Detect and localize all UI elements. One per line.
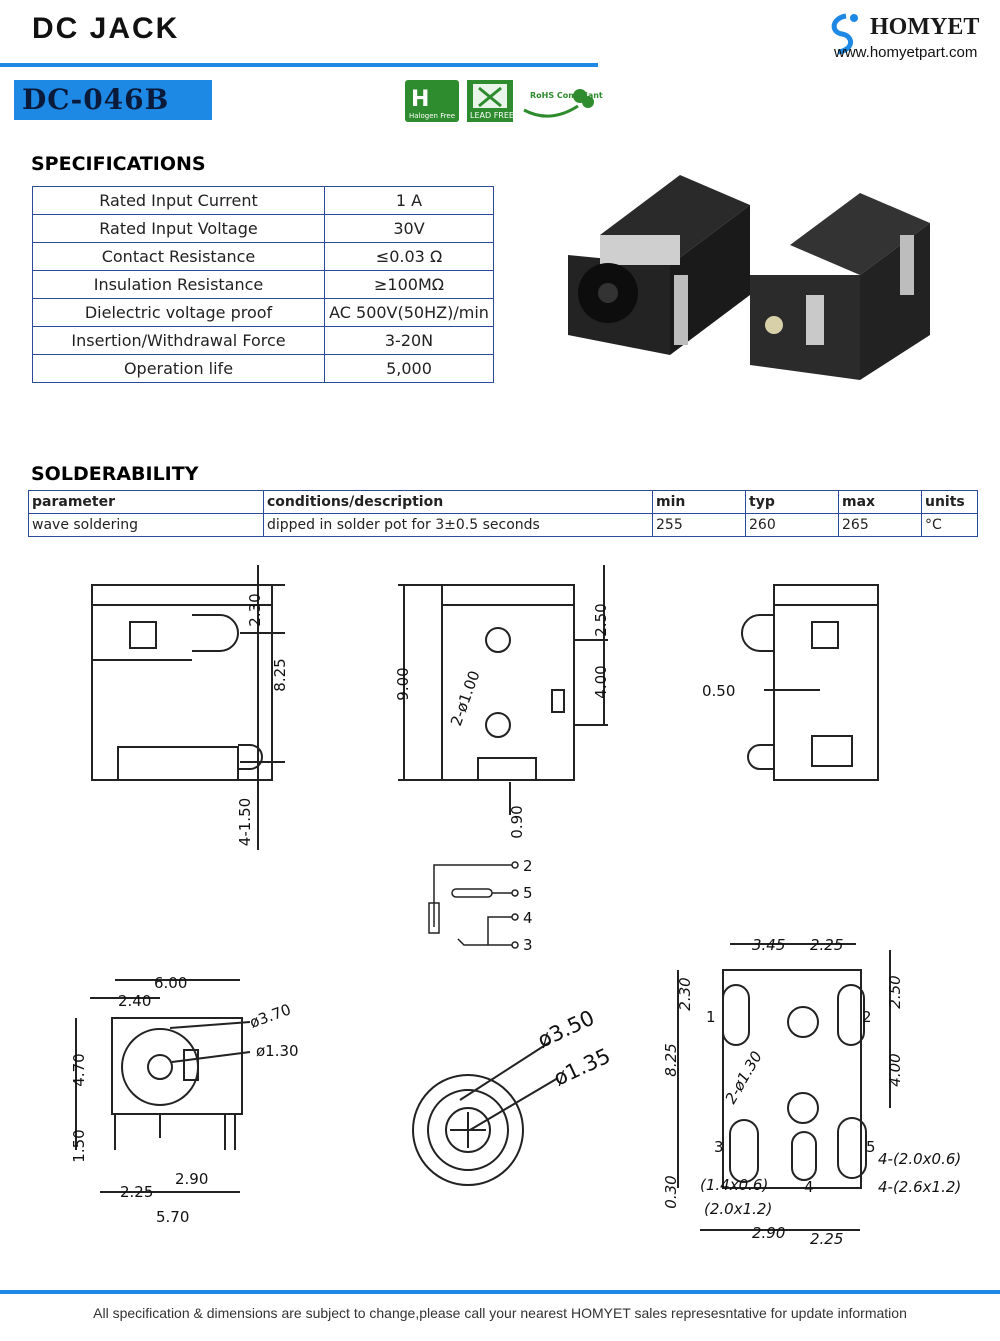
front-view-drawing xyxy=(390,560,620,850)
svg-text:ø1.30: ø1.30 xyxy=(256,1042,299,1060)
spec-value: ≥100MΩ xyxy=(325,271,494,299)
specifications-table xyxy=(32,186,494,383)
svg-text:2.30: 2.30 xyxy=(246,593,264,627)
spec-label: Rated Input Current xyxy=(33,187,325,215)
spec-value: 1 A xyxy=(325,187,494,215)
table-row xyxy=(33,187,494,215)
solderability-heading: SOLDERABILITY xyxy=(31,463,199,485)
spec-value: ≤0.03 Ω xyxy=(325,243,494,271)
footer-disclaimer: All specification & dimensions are subject to change,please call your nearest HOMYET sales represesntative for update information xyxy=(93,1305,907,1321)
svg-text:2: 2 xyxy=(523,857,533,875)
svg-text:RoHS Compliant: RoHS Compliant xyxy=(530,91,603,100)
brand-logo xyxy=(822,8,992,66)
col-max: max xyxy=(839,491,922,514)
brand-url: www.homyetpart.com xyxy=(834,44,978,61)
svg-text:2.90: 2.90 xyxy=(752,1224,786,1242)
right-view-drawing xyxy=(700,560,900,800)
col-units: units xyxy=(922,491,978,514)
table-row xyxy=(33,271,494,299)
col-parameter: parameter xyxy=(29,491,264,514)
svg-text:2.25: 2.25 xyxy=(120,1183,154,1201)
spec-value: 30V xyxy=(325,215,494,243)
spec-value: 3-20N xyxy=(325,327,494,355)
svg-text:Halogen Free: Halogen Free xyxy=(409,112,456,120)
side-view-drawing xyxy=(80,560,320,860)
svg-text:2-ø1.00: 2-ø1.00 xyxy=(447,668,484,729)
svg-text:ø3.50: ø3.50 xyxy=(533,1005,599,1053)
svg-text:0.30: 0.30 xyxy=(662,1175,680,1209)
svg-text:4-(2.6x1.2): 4-(2.6x1.2) xyxy=(878,1178,962,1196)
svg-text:2.25: 2.25 xyxy=(810,1230,844,1248)
svg-text:2.30: 2.30 xyxy=(676,977,694,1011)
cell-typ: 260 xyxy=(746,514,839,537)
svg-text:2-ø1.30: 2-ø1.30 xyxy=(721,1048,766,1107)
halogen-free-badge xyxy=(405,80,459,122)
svg-text:3: 3 xyxy=(523,936,533,954)
svg-text:8.25: 8.25 xyxy=(271,658,289,692)
footer-divider xyxy=(0,1290,1000,1294)
spec-label: Insulation Resistance xyxy=(33,271,325,299)
svg-text:2.25: 2.25 xyxy=(810,936,844,954)
svg-text:4: 4 xyxy=(804,1178,814,1196)
cell-units: °C xyxy=(922,514,978,537)
svg-text:(2.0x1.2): (2.0x1.2) xyxy=(704,1200,773,1218)
svg-text:3: 3 xyxy=(714,1138,724,1156)
svg-text:4: 4 xyxy=(523,909,533,927)
svg-text:ø1.35: ø1.35 xyxy=(549,1043,615,1091)
table-row xyxy=(33,327,494,355)
rohs-badge xyxy=(520,80,603,122)
spec-label: Operation life xyxy=(33,355,325,383)
svg-text:2: 2 xyxy=(862,1008,872,1026)
svg-text:4.00: 4.00 xyxy=(592,665,610,699)
spec-value: 5,000 xyxy=(325,355,494,383)
svg-text:H: H xyxy=(411,87,430,112)
contact-detail-drawing xyxy=(400,990,630,1200)
header-divider xyxy=(0,63,598,67)
svg-text:9.00: 9.00 xyxy=(394,667,412,701)
table-row xyxy=(33,299,494,327)
svg-text:2.40: 2.40 xyxy=(118,992,152,1010)
svg-text:4-1.50: 4-1.50 xyxy=(236,797,254,847)
svg-text:3.45: 3.45 xyxy=(752,936,786,954)
solderability-table xyxy=(28,490,978,537)
svg-text:0.90: 0.90 xyxy=(508,805,526,839)
svg-text:2.50: 2.50 xyxy=(886,975,904,1009)
table-row xyxy=(33,215,494,243)
bottom-view-drawing xyxy=(60,970,320,1230)
table-row xyxy=(29,514,978,537)
specifications-heading: SPECIFICATIONS xyxy=(31,153,206,175)
svg-text:1: 1 xyxy=(706,1008,716,1026)
model-number: DC-046B xyxy=(14,80,212,120)
spec-label: Dielectric voltage proof xyxy=(33,299,325,327)
brand-name: HOMYET xyxy=(870,14,980,40)
svg-text:2.90: 2.90 xyxy=(175,1170,209,1188)
product-photo xyxy=(560,165,940,405)
spec-label: Contact Resistance xyxy=(33,243,325,271)
col-typ: typ xyxy=(746,491,839,514)
pcb-footprint-drawing xyxy=(660,930,990,1250)
svg-text:0.50: 0.50 xyxy=(702,682,736,700)
svg-text:5: 5 xyxy=(523,884,533,902)
spec-label: Rated Input Voltage xyxy=(33,215,325,243)
cell-max: 265 xyxy=(839,514,922,537)
svg-text:ø3.70: ø3.70 xyxy=(247,1000,294,1032)
col-conditions: conditions/description xyxy=(264,491,653,514)
table-row xyxy=(33,243,494,271)
spec-value: AC 500V(50HZ)/min xyxy=(325,299,494,327)
col-min: min xyxy=(653,491,746,514)
svg-text:1.50: 1.50 xyxy=(70,1129,88,1163)
cell-conditions: dipped in solder pot for 3±0.5 seconds xyxy=(264,514,653,537)
svg-text:LEAD FREE: LEAD FREE xyxy=(470,111,514,120)
table-row xyxy=(33,355,494,383)
svg-text:8.25: 8.25 xyxy=(662,1043,680,1077)
cell-min: 255 xyxy=(653,514,746,537)
svg-text:4.00: 4.00 xyxy=(886,1053,904,1087)
svg-text:5: 5 xyxy=(866,1138,876,1156)
cell-parameter: wave soldering xyxy=(29,514,264,537)
svg-text:6.00: 6.00 xyxy=(154,974,188,992)
svg-text:(1.4x0.6): (1.4x0.6) xyxy=(700,1176,769,1194)
spec-label: Insertion/Withdrawal Force xyxy=(33,327,325,355)
svg-text:2.50: 2.50 xyxy=(592,603,610,637)
svg-text:4.70: 4.70 xyxy=(70,1053,88,1087)
svg-text:5.70: 5.70 xyxy=(156,1208,190,1226)
svg-text:4-(2.0x0.6): 4-(2.0x0.6) xyxy=(878,1150,962,1168)
page-title: DC JACK xyxy=(32,12,180,45)
schematic-drawing xyxy=(420,855,550,960)
lead-free-badge xyxy=(467,80,521,122)
